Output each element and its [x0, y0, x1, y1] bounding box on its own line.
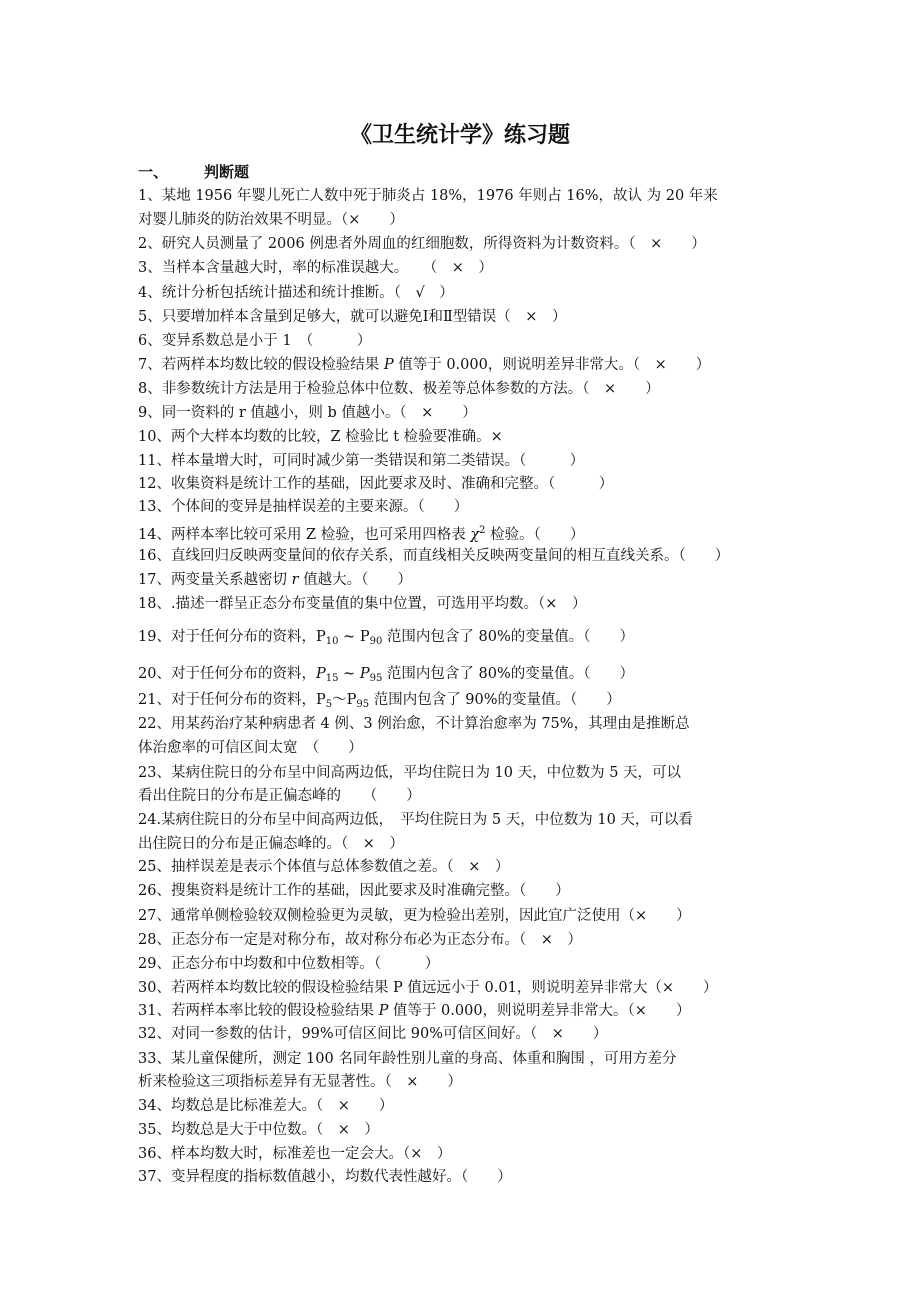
question-7	[138, 355, 710, 375]
question-1-line-1: 1、某地 1956 年婴儿死亡人数中死于肺炎占 18%，1976 年则占 16%，故认 为 20 年来	[138, 188, 718, 204]
q20-range-sep: ~ P	[338, 666, 370, 682]
question-31	[138, 1001, 690, 1021]
question-33-line-2: 析来检验这三项指标差异有无显著性。（ × ）	[138, 1074, 462, 1090]
question-36: 36、样本均数大时，标准差也一定会大。（× ）	[138, 1146, 452, 1162]
question-23-line-2: 看出住院日的分布是正偏态峰的 （ ）	[138, 788, 421, 804]
q31-text-post: 值等于 0.000，则说明差异非常大。（× ）	[388, 1003, 691, 1019]
question-18: 18、.描述一群呈正态分布变量值的集中位置，可选用平均数。（× ）	[138, 596, 587, 612]
q19-p-symbol: P	[315, 629, 326, 645]
question-30: 30、若两样本均数比较的假设检验结果 P 值远远小于 0.01，则说明差异非常大（× ）	[138, 980, 718, 996]
question-23-line-1: 23、某病住院日的分布呈中间高两边低，平均住院日为 10 天，中位数为 5 天，可以	[138, 765, 682, 781]
question-6: 6、变异系数总是小于 1 （ ）	[138, 333, 372, 349]
question-2: 2、研究人员测量了 2006 例患者外周血的红细胞数，所得资料为计数资料。（ × ）	[138, 236, 706, 252]
q7-text-post: 值等于 0.000，则说明差异非常大。（ × ）	[393, 357, 711, 373]
q31-text-pre: 31、若两样本率比较的假设检验结果	[138, 1003, 379, 1019]
q19-subscript-1: 10	[325, 636, 339, 647]
q17-text-pre: 17、两变量关系越密切	[138, 572, 292, 588]
q19-subscript-2: 90	[369, 636, 383, 647]
q19-text-post: 范围内包含了 80%的变量值。（ ）	[382, 629, 635, 645]
question-24-line-1: 24.某病住院日的分布呈中间高两边低， 平均住院日为 5 天，中位数为 10 天，可以看	[138, 812, 693, 828]
question-14	[138, 521, 584, 545]
question-13: 13、个体间的变异是抽样误差的主要来源。（ ）	[138, 499, 469, 515]
q17-r-symbol: r	[291, 572, 299, 588]
question-22-line-1: 22、用某药治疗某种病患者 4 例、3 例治愈，不计算治愈率为 75%，其理由是推断总	[138, 716, 690, 732]
question-12: 12、收集资料是统计工作的基础，因此要求及时、准确和完整。（ ）	[138, 476, 614, 492]
section-number: 一、	[138, 163, 169, 181]
question-27: 27、通常单侧检验较双侧检验更为灵敏，更为检验出差别，因此宜广泛使用（× ）	[138, 908, 691, 924]
page-title: 《卫生统计学》练习题	[349, 122, 570, 148]
question-29: 29、正态分布中均数和中位数相等。（ ）	[138, 956, 440, 972]
question-19	[138, 627, 634, 652]
question-33-line-1: 33、某儿童保健所，测定 100 名同年龄性别儿童的身高、体重和胸围 ，可用方差分	[138, 1051, 677, 1067]
question-25: 25、抽样误差是表示个体值与总体参数值之差。（ × ）	[138, 859, 510, 875]
q20-text-post: 范围内包含了 80%的变量值。（ ）	[382, 666, 635, 682]
question-3: 3、当样本含量越大时，率的标准误越大。 （ × ）	[138, 260, 493, 276]
question-1-line-2: 对婴儿肺炎的防治效果不明显。（× ）	[138, 212, 404, 228]
q7-text-pre: 7、若两样本均数比较的假设检验结果	[138, 357, 384, 373]
question-22-line-2: 体治愈率的可信区间太宽 （ ）	[138, 740, 363, 756]
q14-chi-symbol: χ	[470, 527, 480, 543]
q19-range-sep: ~ P	[338, 629, 370, 645]
q21-subscript-2: 95	[356, 699, 370, 710]
q19-text-pre: 19、对于任何分布的资料，	[138, 629, 316, 645]
question-17	[138, 570, 412, 590]
q21-text-pre: 21、对于任何分布的资料，P	[138, 692, 326, 708]
q17-text-post: 值越大。（ ）	[298, 572, 412, 588]
q31-p-symbol: P	[378, 1003, 389, 1019]
question-20	[138, 664, 634, 689]
question-32: 32、对同一参数的估计，99%可信区间比 90%可信区间好。（ × ）	[138, 1026, 608, 1042]
q20-subscript-2: 95	[369, 673, 383, 684]
q21-range-sep: ～P	[332, 692, 357, 708]
q21-subscript-1: 5	[325, 699, 333, 710]
question-35: 35、均数总是大于中位数。（ × ）	[138, 1122, 379, 1138]
question-8: 8、非参数统计方法是用于检验总体中位数、极差等总体参数的方法。（ × ）	[138, 381, 660, 397]
question-26: 26、搜集资料是统计工作的基础，因此要求及时准确完整。（ ）	[138, 883, 570, 899]
q21-text-post: 范围内包含了 90%的变量值。（ ）	[369, 692, 621, 708]
section-heading	[138, 161, 249, 182]
question-11: 11、样本量增大时，可同时减少第一类错误和第二类错误。（ ）	[138, 453, 585, 469]
question-5: 5、只要增加样本含量到足够大，就可以避免Ⅰ和Ⅱ型错误（ × ）	[138, 309, 567, 325]
question-24-line-2: 出住院日的分布是正偏态峰的。（ × ）	[138, 836, 404, 852]
question-21	[138, 690, 621, 715]
q14-text-pre: 14、两样本率比较可采用 Z 检验，也可采用四格表	[138, 527, 471, 543]
question-34: 34、均数总是比标准差大。（ × ）	[138, 1098, 394, 1114]
q20-subscript-1: 15	[325, 673, 339, 684]
q20-text-pre: 20、对于任何分布的资料，	[138, 666, 316, 682]
question-28: 28、正态分布一定是对称分布，故对称分布必为正态分布。（ × ）	[138, 932, 582, 948]
question-10: 10、两个大样本均数的比较，Z 检验比 t 检验要准确。×	[138, 429, 503, 445]
question-9: 9、同一资料的 r 值越小，则 b 值越小。（ × ）	[138, 405, 477, 421]
question-16: 16、直线回归反映两变量间的依存关系，而直线相关反映两变量间的相互直线关系。（ ）	[138, 548, 730, 564]
question-4: 4、统计分析包括统计描述和统计推断。（ √ ）	[138, 285, 454, 301]
q14-chi-superscript: 2	[479, 525, 486, 536]
section-label: 判断题	[204, 163, 250, 181]
q20-p-symbol: P	[315, 666, 326, 682]
q14-text-post: 检验。（ ）	[485, 527, 585, 543]
question-37: 37、变异程度的指标数值越小，均数代表性越好。（ ）	[138, 1169, 512, 1185]
q7-p-symbol: P	[383, 357, 394, 373]
